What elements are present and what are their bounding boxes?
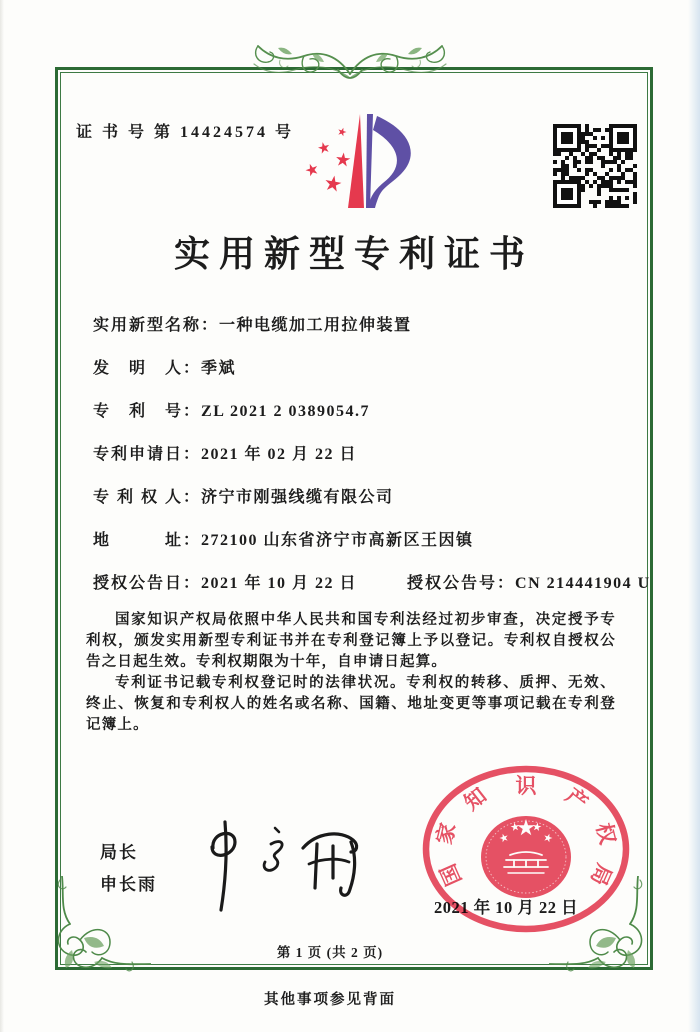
- qr-code: [553, 124, 637, 208]
- field-utility-model-name: [93, 316, 642, 359]
- seal-char: 局: [585, 860, 617, 890]
- field-value: ZL 2021 2 0389054.7: [201, 403, 370, 420]
- page-number: 第 1 页 (共 2 页): [276, 945, 384, 960]
- field-inventor: [93, 359, 642, 402]
- field-value: CN 214441904 U: [515, 575, 651, 592]
- field-label: 授权公告号：: [407, 575, 516, 592]
- field-patent-number: [93, 402, 642, 445]
- seal-char: 家: [432, 820, 461, 847]
- seal-char: 国: [435, 860, 467, 890]
- seal-char: 识: [515, 773, 537, 798]
- back-side-note: 其他事项参见背面: [264, 992, 396, 1008]
- field-label: 专 利 号：: [93, 403, 202, 420]
- field-value: 2021 年 02 月 22 日: [201, 446, 358, 463]
- scan-edge-artifact-left: [0, 0, 4, 1032]
- certificate-title: 实用新型专利证书: [173, 234, 534, 274]
- seal-char: 知: [459, 783, 492, 816]
- field-value: 季斌: [201, 360, 237, 377]
- field-value: 2021 年 10 月 22 日: [201, 575, 358, 592]
- field-value: 一种电缆加工用拉伸装置: [219, 317, 412, 334]
- commissioner-title: 局长: [100, 843, 138, 862]
- legal-text: [86, 610, 616, 736]
- legal-paragraph-1: 国家知识产权局依照中华人民共和国专利法经过初步审查，决定授予专利权，颁发实用新型专利证书并在专利登记簿上予以登记。专利权自授权公告之日起生效。专利权期限为十年，自申请日起算。: [86, 612, 616, 670]
- seal-char: 产: [560, 783, 593, 816]
- seal-char: 权: [591, 820, 620, 847]
- field-value: 济宁市刚强线缆有限公司: [201, 489, 394, 506]
- seal-date: 2021 年 10 月 22 日: [434, 898, 579, 917]
- field-label: 专 利 权 人：: [93, 489, 202, 506]
- field-patentee: [93, 488, 642, 531]
- field-label: 授权公告日：: [93, 575, 202, 592]
- field-filing-date: [93, 445, 642, 488]
- field-label: 专利申请日：: [93, 446, 202, 463]
- certificate-fields: [93, 316, 651, 617]
- field-label: 实用新型名称：: [93, 317, 220, 334]
- certificate-number: 证 书 号 第 14424574 号: [76, 124, 295, 141]
- official-seal: [418, 760, 634, 938]
- ornament-top-center: [240, 14, 460, 98]
- commissioner-signature: [185, 818, 375, 913]
- cnipa-patent-logo-icon: [296, 110, 420, 216]
- field-label: 发 明 人：: [93, 360, 202, 377]
- legal-paragraph-2: 专利证书记载专利权登记时的法律状况。专利权的转移、质押、无效、终止、恢复和专利权人的姓名或名称、国籍、地址变更等事项记载在专利登记簿上。: [86, 675, 616, 733]
- scan-edge-artifact-right: [688, 0, 700, 1032]
- field-value: 272100 山东省济宁市高新区王因镇: [201, 532, 474, 549]
- commissioner-name: 申长雨: [100, 875, 157, 894]
- national-emblem-icon: [481, 816, 571, 898]
- field-label: 地 址：: [93, 532, 202, 549]
- field-address: [93, 531, 642, 574]
